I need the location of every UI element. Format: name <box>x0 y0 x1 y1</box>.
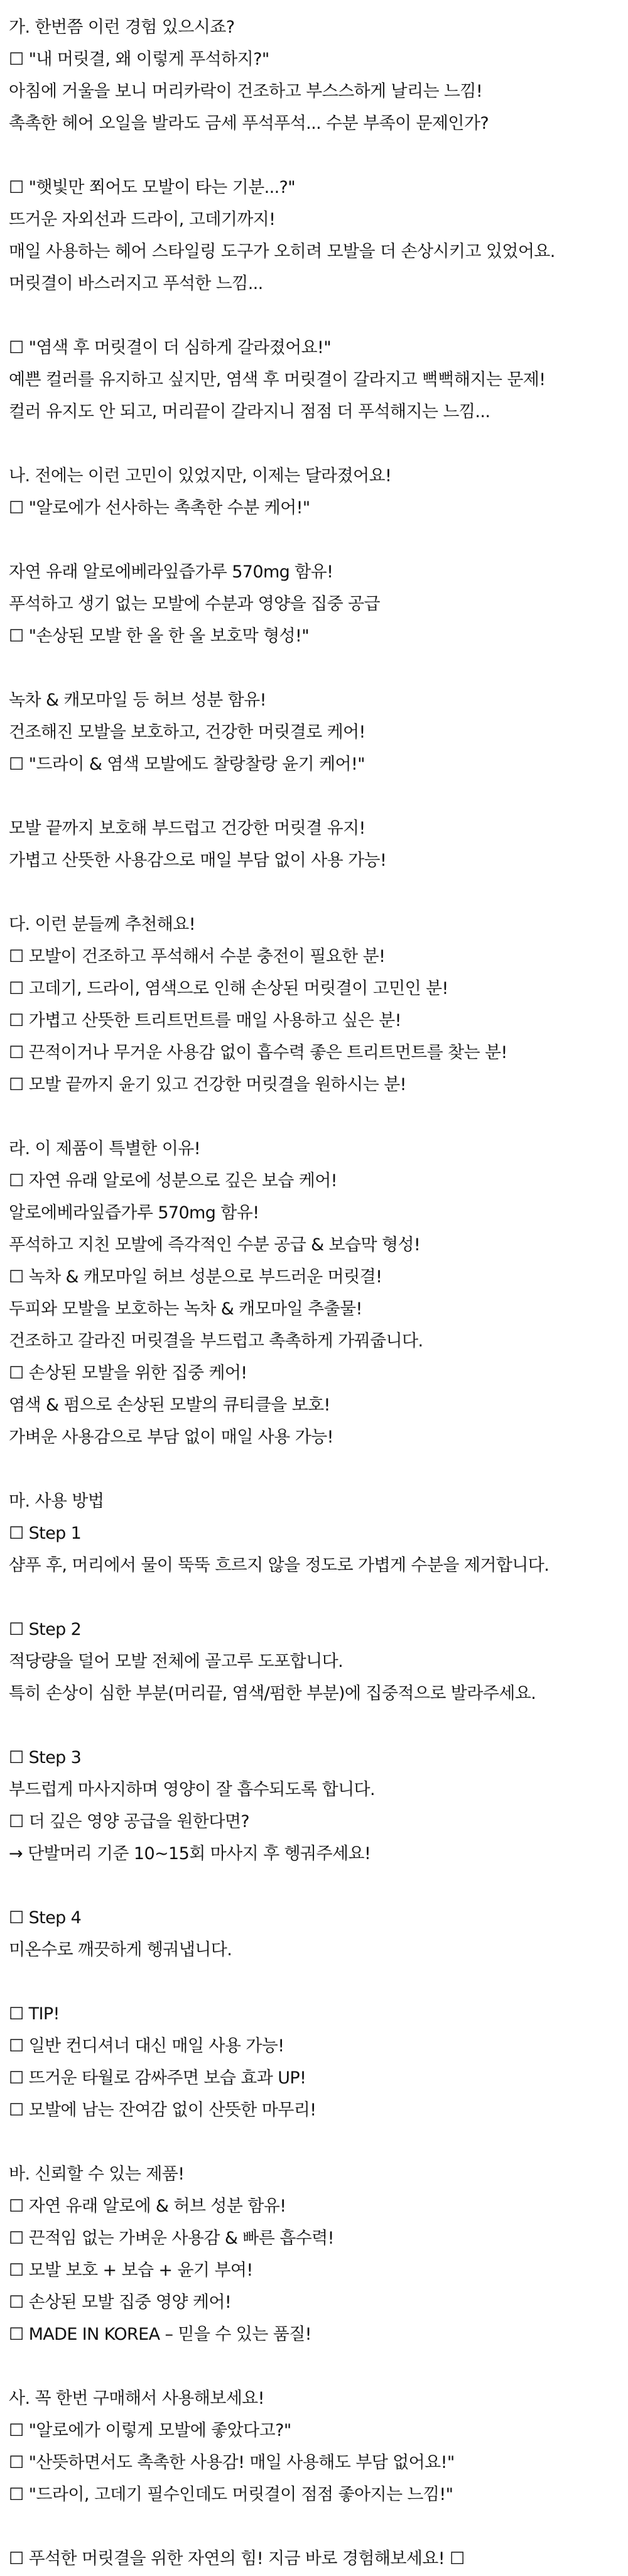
section-line-lead: 라. 이 제품이 특별한 이유! <box>9 1139 200 1159</box>
section-line: ☐ 모발이 건조하고 푸석해서 수분 충전이 필요한 분! <box>9 947 386 966</box>
section-line: ☐ "알로에가 선사하는 촉촉한 수분 케어!" <box>9 498 310 518</box>
section-line: 건조하고 갈라진 머릿결을 부드럽고 촉촉하게 가꿔줍니다. <box>9 1331 423 1351</box>
section-line: ☐ Step 1 <box>9 1524 82 1543</box>
section-line: ☐ "내 머릿결, 왜 이렇게 푸석하지?" <box>9 50 269 69</box>
paragraph-spacer <box>9 2511 620 2543</box>
document-body <box>0 11 628 2575</box>
section-line-lead: ☐ "햇빛만 쬐어도 모발이 타는 기분...?" <box>9 178 296 197</box>
section-line: ☐ "드라이, 고데기 필수인데도 머릿결이 점점 좋아지는 느낌!" <box>9 2485 453 2504</box>
paragraph-spacer <box>9 1870 620 1902</box>
section-sa <box>9 2382 620 2511</box>
section-line: 염색 & 펌으로 손상된 모발의 큐티클을 보호! <box>9 1395 330 1415</box>
paragraph-spacer <box>9 1710 620 1742</box>
section-line: 예쁜 컬러를 유지하고 싶지만, 염색 후 머릿결이 갈라지고 뻑뻑해지는 문제! <box>9 370 546 390</box>
section-line: 매일 사용하는 헤어 스타일링 도구가 오히려 모발을 더 손상시키고 있었어요. <box>9 242 555 261</box>
paragraph-spacer <box>9 1581 620 1613</box>
section-line-lead: 다. 이런 분들께 추천해요! <box>9 915 195 934</box>
section-ga-2 <box>9 172 620 300</box>
section-na <box>9 460 620 524</box>
paragraph-spacer <box>9 428 620 460</box>
section-line: 미온수로 깨끗하게 헹궈냅니다. <box>9 1940 232 1960</box>
section-line-lead: 나. 전에는 이런 고민이 있었지만, 이제는 달라졌어요! <box>9 466 392 486</box>
section-ma-3 <box>9 1742 620 1870</box>
section-line: → 단발머리 기준 10~15회 마사지 후 헹궈주세요! <box>9 1844 371 1864</box>
section-line: 적당량을 덜어 모발 전체에 골고루 도포합니다. <box>9 1652 344 1671</box>
section-line-lead: ☐ 푸석한 머릿결을 위한 자연의 힘! 지금 바로 경험해보세요! ☐ <box>9 2549 465 2568</box>
section-line: ☐ "알로에가 이렇게 모발에 좋았다고?" <box>9 2421 291 2440</box>
section-closing <box>9 2543 620 2575</box>
section-line: 특히 손상이 심한 부분(머리끝, 염색/펌한 부분)에 집중적으로 발라주세요. <box>9 1684 536 1703</box>
section-line: ☐ 모발 끝까지 윤기 있고 건강한 머릿결을 원하시는 분! <box>9 1075 406 1094</box>
section-line: 알로에베라잎즙가루 570mg 함유! <box>9 1203 259 1223</box>
section-line: ☐ 모발에 남는 잔여감 없이 산뜻한 마무리! <box>9 2100 317 2120</box>
paragraph-spacer <box>9 1101 620 1133</box>
section-line: ☐ 일반 컨디셔너 대신 매일 사용 가능! <box>9 2036 284 2056</box>
paragraph-spacer <box>9 876 620 909</box>
section-ga-3 <box>9 332 620 428</box>
paragraph-spacer <box>9 300 620 332</box>
section-line-lead: 녹차 & 캐모마일 등 허브 성분 함유! <box>9 690 266 710</box>
section-line-lead: ☐ "염색 후 머릿결이 더 심하게 갈라졌어요!" <box>9 338 332 357</box>
section-line: ☐ 손상된 모발 집중 영양 케어! <box>9 2293 232 2312</box>
section-na-2 <box>9 556 620 652</box>
section-line: ☐ "산뜻하면서도 촉촉한 사용감! 매일 사용해도 부담 없어요!" <box>9 2453 455 2472</box>
section-line: ☐ 뜨거운 타월로 감싸주면 보습 효과 UP! <box>9 2068 306 2088</box>
section-line: ☐ 끈적이거나 무거운 사용감 없이 흡수력 좋은 트리트먼트를 찾는 분! <box>9 1043 507 1062</box>
section-line: ☐ "드라이 & 염색 모발에도 찰랑찰랑 윤기 케어!" <box>9 755 365 774</box>
section-line: 푸석하고 생기 없는 모발에 수분과 영양을 집중 공급 <box>9 594 380 614</box>
section-line-lead: 마. 사용 방법 <box>9 1492 104 1511</box>
section-line-lead: 가. 한번쯤 이런 경험 있으시죠? <box>9 18 235 37</box>
section-ma-4 <box>9 1902 620 1966</box>
section-line: 아침에 거울을 보니 머리카락이 건조하고 부스스하게 날리는 느낌! <box>9 82 483 101</box>
section-line: 가볍고 산뜻한 사용감으로 매일 부담 없이 사용 가능! <box>9 851 387 870</box>
section-line: 가벼운 사용감으로 부담 없이 매일 사용 가능! <box>9 1427 333 1447</box>
paragraph-spacer <box>9 139 620 172</box>
paragraph-spacer <box>9 524 620 556</box>
section-line: ☐ 끈적임 없는 가벼운 사용감 & 빠른 흡수력! <box>9 2229 334 2248</box>
section-line: ☐ 손상된 모발을 위한 집중 케어! <box>9 1363 247 1383</box>
section-ma-2 <box>9 1613 620 1710</box>
section-line-lead: ☐ Step 3 <box>9 1748 82 1767</box>
section-ra <box>9 1133 620 1453</box>
section-line: ☐ 더 깊은 영양 공급을 원한다면? <box>9 1812 250 1831</box>
section-line-lead: ☐ Step 4 <box>9 1908 82 1928</box>
section-line: ☐ "손상된 모발 한 올 한 올 보호막 형성!" <box>9 626 310 646</box>
section-line-lead: 모발 끝까지 보호해 부드럽고 건강한 머릿결 유지! <box>9 819 365 838</box>
section-line: 머릿결이 바스러지고 푸석한 느낌... <box>9 274 263 293</box>
section-line-lead: ☐ TIP! <box>9 2004 60 2024</box>
section-line-lead: 바. 신뢰할 수 있는 제품! <box>9 2164 185 2184</box>
section-line: 푸석하고 지친 모발에 즉각적인 수분 공급 & 보습막 형성! <box>9 1235 421 1255</box>
section-line-lead: ☐ Step 2 <box>9 1620 82 1639</box>
paragraph-spacer <box>9 780 620 812</box>
section-line: 뜨거운 자외선과 드라이, 고데기까지! <box>9 210 276 229</box>
section-line: 샴푸 후, 머리에서 물이 뚝뚝 흐르지 않을 정도로 가볍게 수분을 제거합니다. <box>9 1556 550 1575</box>
section-ma <box>9 1485 620 1581</box>
section-line: 두피와 모발을 보호하는 녹차 & 캐모마일 추출물! <box>9 1299 362 1319</box>
section-line: ☐ 자연 유래 알로에 & 허브 성분 함유! <box>9 2197 286 2216</box>
paragraph-spacer <box>9 2350 620 2382</box>
section-line: ☐ 가볍고 산뜻한 트리트먼트를 매일 사용하고 싶은 분! <box>9 1011 401 1030</box>
section-line: ☐ 녹차 & 캐모마일 허브 성분으로 부드러운 머릿결! <box>9 1267 382 1287</box>
section-line: 컬러 유지도 안 되고, 머리끝이 갈라지니 점점 더 푸석해지는 느낌... <box>9 402 490 422</box>
section-line: 부드럽게 마사지하며 영양이 잘 흡수되도록 합니다. <box>9 1780 376 1799</box>
section-tip <box>9 1998 620 2126</box>
paragraph-spacer <box>9 1966 620 1998</box>
section-line: ☐ 모발 보호 + 보습 + 윤기 부여! <box>9 2261 253 2280</box>
section-line: ☐ MADE IN KOREA – 믿을 수 있는 품질! <box>9 2325 311 2344</box>
section-line: ☐ 자연 유래 알로에 성분으로 깊은 보습 케어! <box>9 1171 337 1191</box>
section-line: 건조해진 모발을 보호하고, 건강한 머릿결로 케어! <box>9 723 365 742</box>
section-da <box>9 909 620 1101</box>
section-line-lead: 사. 꼭 한번 구매해서 사용해보세요! <box>9 2389 264 2408</box>
section-ba <box>9 2158 620 2350</box>
paragraph-spacer <box>9 2126 620 2158</box>
section-line: ☐ 고데기, 드라이, 염색으로 인해 손상된 머릿결이 고민인 분! <box>9 979 448 998</box>
paragraph-spacer <box>9 652 620 684</box>
paragraph-spacer <box>9 1453 620 1485</box>
section-na-4 <box>9 812 620 876</box>
section-na-3 <box>9 684 620 780</box>
section-line-lead: 자연 유래 알로에베라잎즙가루 570mg 함유! <box>9 562 333 582</box>
section-ga <box>9 11 620 139</box>
section-line: 촉촉한 헤어 오일을 발라도 금세 푸석푸석... 수분 부족이 문제인가? <box>9 114 489 133</box>
